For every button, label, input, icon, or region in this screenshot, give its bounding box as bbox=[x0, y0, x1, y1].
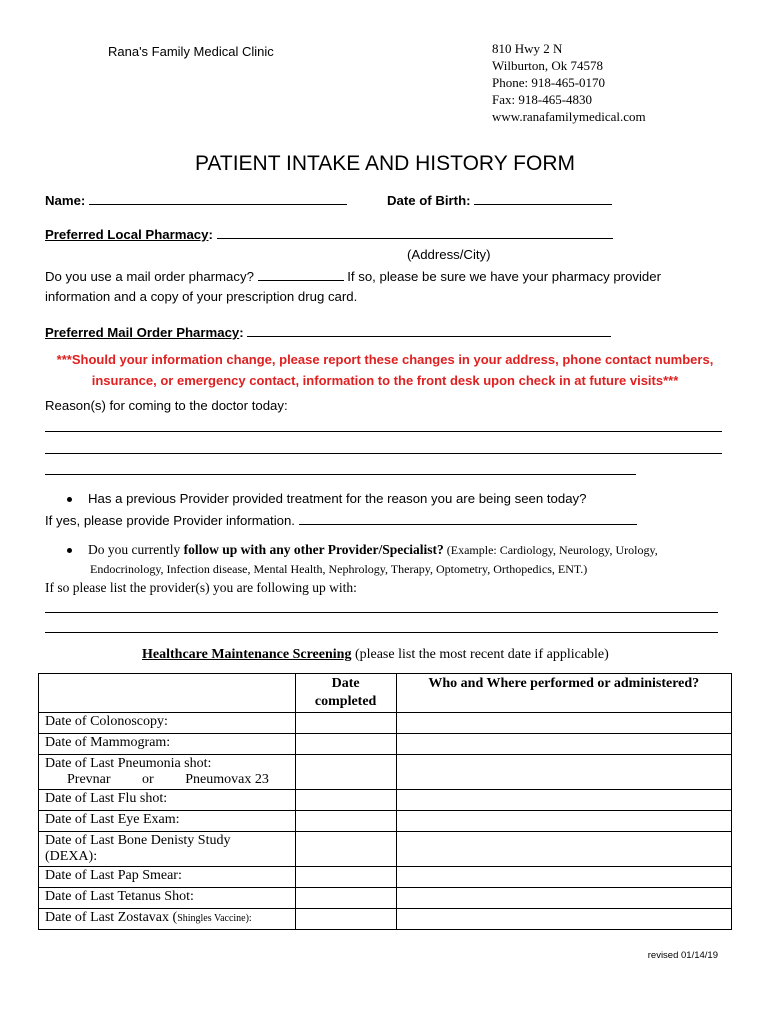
who-cell-flu[interactable] bbox=[396, 790, 731, 811]
reason-line-3[interactable] bbox=[45, 474, 636, 475]
prevnar-option: Prevnar bbox=[67, 772, 111, 787]
pneumonia-label: Date of Last Pneumonia shot: bbox=[45, 756, 212, 771]
pharmacy-field[interactable] bbox=[217, 226, 613, 239]
previous-provider-question: Has a previous Provider provided treatment for the reason you are being seen today? bbox=[88, 491, 587, 506]
row-label-pap: Date of Last Pap Smear: bbox=[39, 867, 296, 888]
mail-order-field[interactable] bbox=[258, 268, 344, 281]
specialist-example1: (Example: Cardiology, Neurology, Urology, bbox=[443, 543, 658, 557]
notice-line2: insurance, or emergency contact, information to the front desk upon check in at future visits*** bbox=[91, 373, 679, 388]
row-label-tetanus: Date of Last Tetanus Shot: bbox=[39, 888, 296, 909]
date-cell-eye[interactable] bbox=[295, 811, 396, 832]
who-cell-eye[interactable] bbox=[396, 811, 731, 832]
screening-heading-note: (please list the most recent date if applicable) bbox=[351, 647, 609, 662]
date-cell-zostavax[interactable] bbox=[295, 909, 396, 930]
name-field[interactable] bbox=[89, 192, 347, 205]
mail-pharmacy-colon: : bbox=[239, 325, 244, 340]
pharmacy-row bbox=[45, 226, 613, 242]
row-label-flu: Date of Last Flu shot: bbox=[39, 790, 296, 811]
date-cell-colonoscopy[interactable] bbox=[295, 713, 396, 734]
zostavax-small: Shingles Vaccine): bbox=[177, 913, 252, 924]
reason-line-2[interactable] bbox=[45, 453, 722, 454]
col-date-header bbox=[295, 674, 396, 713]
mail-order-followup2: information and a copy of your prescription drug card. bbox=[45, 289, 358, 304]
phone: Phone: 918-465-0170 bbox=[492, 75, 606, 90]
specialist-line-1[interactable] bbox=[45, 612, 718, 613]
who-cell-zostavax[interactable] bbox=[396, 909, 731, 930]
table-row bbox=[39, 734, 732, 755]
reason-label: Reason(s) for coming to the doctor today: bbox=[45, 398, 288, 413]
address-line2: Wilburton, Ok 74578 bbox=[492, 58, 604, 73]
who-cell-pap[interactable] bbox=[396, 867, 731, 888]
row-label-zostavax bbox=[39, 909, 296, 930]
revised-date: revised 01/14/19 bbox=[647, 950, 718, 961]
row-label-mammogram: Date of Mammogram: bbox=[39, 734, 296, 755]
dob-field[interactable] bbox=[474, 192, 612, 205]
bullet-icon bbox=[67, 548, 72, 553]
fax: Fax: 918-465-4830 bbox=[492, 92, 593, 107]
row-label-colonoscopy: Date of Colonoscopy: bbox=[39, 713, 296, 734]
col-date-line1: Date bbox=[331, 676, 360, 691]
table-header-row bbox=[39, 674, 732, 713]
previous-provider-followup-row bbox=[45, 512, 637, 528]
specialist-line-2[interactable] bbox=[45, 632, 718, 633]
name-row bbox=[45, 192, 347, 208]
date-cell-pap[interactable] bbox=[295, 867, 396, 888]
reason-line-1[interactable] bbox=[45, 431, 722, 432]
col-date-line2: completed bbox=[314, 694, 377, 709]
header-blank-cell bbox=[39, 674, 296, 713]
row-label-bone bbox=[39, 832, 296, 867]
table-row bbox=[39, 888, 732, 909]
pharmacy-label: Preferred Local Pharmacy bbox=[45, 227, 209, 242]
table-row bbox=[39, 755, 732, 790]
row-label-eye: Date of Last Eye Exam: bbox=[39, 811, 296, 832]
table-row bbox=[39, 909, 732, 930]
table-row bbox=[39, 790, 732, 811]
website-link[interactable]: www.ranafamilymedical.com bbox=[492, 109, 646, 124]
table-row bbox=[39, 811, 732, 832]
who-cell-mammogram[interactable] bbox=[396, 734, 731, 755]
pneumonia-options bbox=[45, 772, 289, 788]
specialist-bold: follow up with any other Provider/Specialist? bbox=[183, 542, 444, 557]
col-who-header: Who and Where performed or administered? bbox=[396, 674, 731, 713]
dob-row bbox=[387, 192, 612, 208]
specialist-example2: Endocrinology, Infection disease, Mental Health, Nephrology, Therapy, Optometry, Orthopedics, ENT.) bbox=[90, 562, 588, 576]
page-title: PATIENT INTAKE AND HISTORY FORM bbox=[194, 152, 575, 175]
zostavax-label: Date of Last Zostavax ( bbox=[45, 910, 178, 925]
mail-pharmacy-label: Preferred Mail Order Pharmacy bbox=[45, 325, 240, 340]
mail-pharmacy-field[interactable] bbox=[247, 324, 611, 337]
address-city-hint: (Address/City) bbox=[407, 247, 491, 262]
bone-line1: Date of Last Bone Denisty Study bbox=[45, 833, 231, 848]
mail-order-row bbox=[45, 268, 661, 284]
table-row bbox=[39, 867, 732, 888]
bullet-icon bbox=[67, 497, 72, 502]
previous-provider-field[interactable] bbox=[299, 512, 637, 525]
date-cell-flu[interactable] bbox=[295, 790, 396, 811]
specialist-list-label: If so please list the provider(s) you are following up with: bbox=[45, 580, 357, 595]
specialist-prefix: Do you currently bbox=[88, 542, 184, 557]
mail-order-question: Do you use a mail order pharmacy? bbox=[45, 269, 254, 284]
date-cell-bone[interactable] bbox=[295, 832, 396, 867]
pneumovax-option: Pneumovax 23 bbox=[185, 772, 269, 787]
dob-label: Date of Birth: bbox=[387, 193, 471, 208]
address-line1: 810 Hwy 2 N bbox=[492, 41, 563, 56]
who-cell-bone[interactable] bbox=[396, 832, 731, 867]
row-label-pneumonia bbox=[39, 755, 296, 790]
specialist-question-row bbox=[67, 542, 658, 558]
previous-provider-question-row bbox=[67, 491, 587, 506]
date-cell-tetanus[interactable] bbox=[295, 888, 396, 909]
date-cell-mammogram[interactable] bbox=[295, 734, 396, 755]
table-row bbox=[39, 832, 732, 867]
or-text: or bbox=[142, 772, 154, 787]
notice-line1: ***Should your information change, please report these changes in your address, phone contact numbers, bbox=[56, 352, 714, 367]
name-label: Name: bbox=[45, 193, 86, 208]
mail-pharmacy-row bbox=[45, 324, 611, 340]
screening-table bbox=[38, 673, 732, 930]
who-cell-pneumonia[interactable] bbox=[396, 755, 731, 790]
clinic-address-block bbox=[492, 40, 646, 125]
date-cell-pneumonia[interactable] bbox=[295, 755, 396, 790]
previous-provider-followup: If yes, please provide Provider information. bbox=[45, 513, 295, 528]
table-row bbox=[39, 713, 732, 734]
mail-order-followup: If so, please be sure we have your pharmacy provider bbox=[347, 269, 661, 284]
bone-line2: (DEXA): bbox=[45, 849, 98, 864]
screening-heading-row bbox=[142, 647, 609, 663]
screening-heading: Healthcare Maintenance Screening bbox=[142, 647, 352, 662]
clinic-name: Rana's Family Medical Clinic bbox=[108, 44, 274, 59]
pharmacy-colon: : bbox=[208, 227, 213, 242]
who-cell-tetanus[interactable] bbox=[396, 888, 731, 909]
update-notice bbox=[40, 349, 730, 391]
who-cell-colonoscopy[interactable] bbox=[396, 713, 731, 734]
